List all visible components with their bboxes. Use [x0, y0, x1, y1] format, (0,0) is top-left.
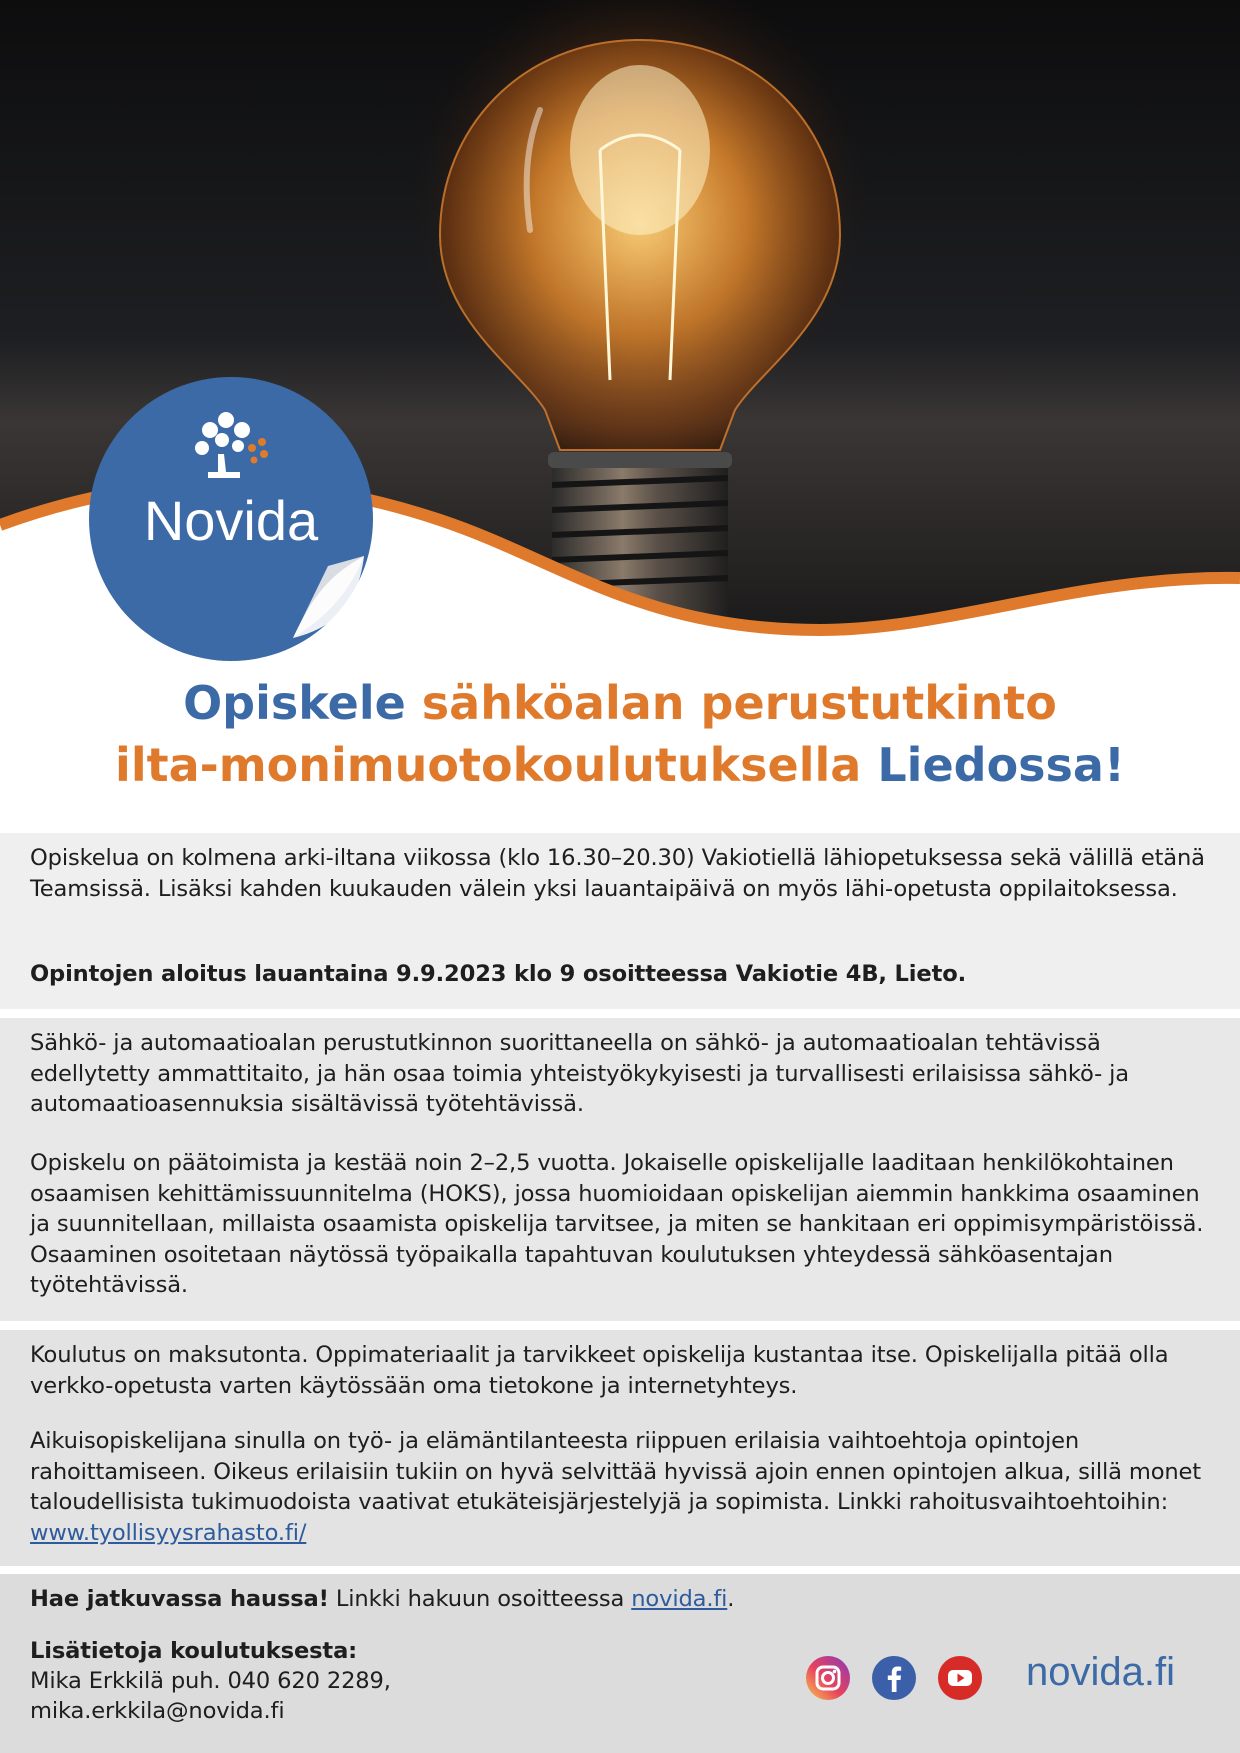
- site-url[interactable]: novida.fi: [1026, 1650, 1175, 1694]
- headline-word: ilta-monimuotokoulutuksella: [115, 738, 862, 792]
- funding-paragraph: [30, 1426, 1210, 1548]
- schedule-paragraph: Opiskelua on kolmena arki-iltana viikossa (klo 16.30–20.30) Vakiotiellä lähiopetuksessa sekä välillä etänä Teamsissä. Lisäksi kahden kuukauden välein yksi lauantaipäivä on myös lähi-opetusta oppilaitoksessa.: [30, 845, 1205, 902]
- start-date-text: Opintojen aloitus lauantaina 9.9.2023 klo 9 osoitteessa Vakiotie 4B, Lieto.: [30, 961, 967, 987]
- headline-word: Opiskele: [183, 676, 406, 730]
- apply-line: [30, 1584, 1210, 1615]
- headline-line-2: [0, 734, 1240, 796]
- funding-link[interactable]: www.tyollisyysrahasto.fi/: [30, 1519, 307, 1546]
- contact-email: mika.erkkila@novida.fi: [30, 1698, 285, 1724]
- qualification-paragraph: Sähkö- ja automaatioalan perustutkinnon suorittaneella on sähkö- ja automaatioalan tehtävissä edellytetty ammattitaito, ja hän osaa toimia yhteistyökykyisesti ja turvallisesti erilaisissa sähkö- ja automaatioasennuksia sisältävissä työtehtävissä.: [30, 1030, 1129, 1117]
- description-section: [0, 1018, 1240, 1321]
- apply-end: .: [727, 1586, 735, 1612]
- novida-logo: [88, 376, 374, 662]
- headline-word: sähköalan perustutkinto: [421, 676, 1057, 730]
- contact-name-phone: Mika Erkkilä puh. 040 620 2289,: [30, 1668, 391, 1694]
- study-paragraph: Opiskelu on päätoimista ja kestää noin 2–2,5 vuotta. Jokaiselle opiskelijalle laaditaan henkilökohtainen osaamisen kehittämissuunnitelma (HOKS), jossa huomioidaan opiskelijan aiemmin hankkima osaaminen ja suunnitellaan, millaista osaamista opiskelija tarvitsee, ja miten se hankitaan eri oppimisympäristöissä. Osaaminen osoitetaan näytössä työpaikalla tapahtuvan koulutuksen yhteydessä sähköasentajan työtehtävissä.: [30, 1150, 1204, 1298]
- funding-text: Aikuisopiskelijana sinulla on työ- ja elämäntilanteesta riippuen erilaisia vaihtoehtoja opintojen rahoittamiseen. Oikeus erilaisiin tukiin on hyvä selvittää hyvissä ajoin ennen opintojen alkua, sillä monet taloudellisista tukimuodoista vaativat etukäteisjärjestelyjä ja sopimista. Linkki rahoitusvaihtoehtoihin:: [30, 1428, 1202, 1515]
- headline-line-1: [0, 672, 1240, 734]
- facebook-icon[interactable]: [872, 1656, 916, 1700]
- page-title: [0, 672, 1240, 796]
- tree-icon: [188, 406, 278, 486]
- logo-text: Novida: [143, 489, 319, 552]
- youtube-icon[interactable]: [938, 1656, 982, 1700]
- headline-word: Liedossa!: [877, 738, 1125, 792]
- schedule-section: [0, 833, 1240, 1009]
- apply-bold: Hae jatkuvassa haussa!: [30, 1586, 329, 1612]
- cost-paragraph: Koulutus on maksutonta. Oppimateriaalit ja tarvikkeet opiskelija kustantaa itse. Opiskelijalla pitää olla verkko-opetusta varten käytössään oma tietokone ja internetyhteys.: [30, 1342, 1169, 1399]
- info-title: Lisätietoja koulutuksesta:: [30, 1638, 358, 1664]
- apply-text: Linkki hakuun osoitteessa: [335, 1586, 625, 1612]
- instagram-icon[interactable]: [806, 1656, 850, 1700]
- apply-link[interactable]: novida.fi: [631, 1586, 728, 1612]
- cost-section: [0, 1330, 1240, 1566]
